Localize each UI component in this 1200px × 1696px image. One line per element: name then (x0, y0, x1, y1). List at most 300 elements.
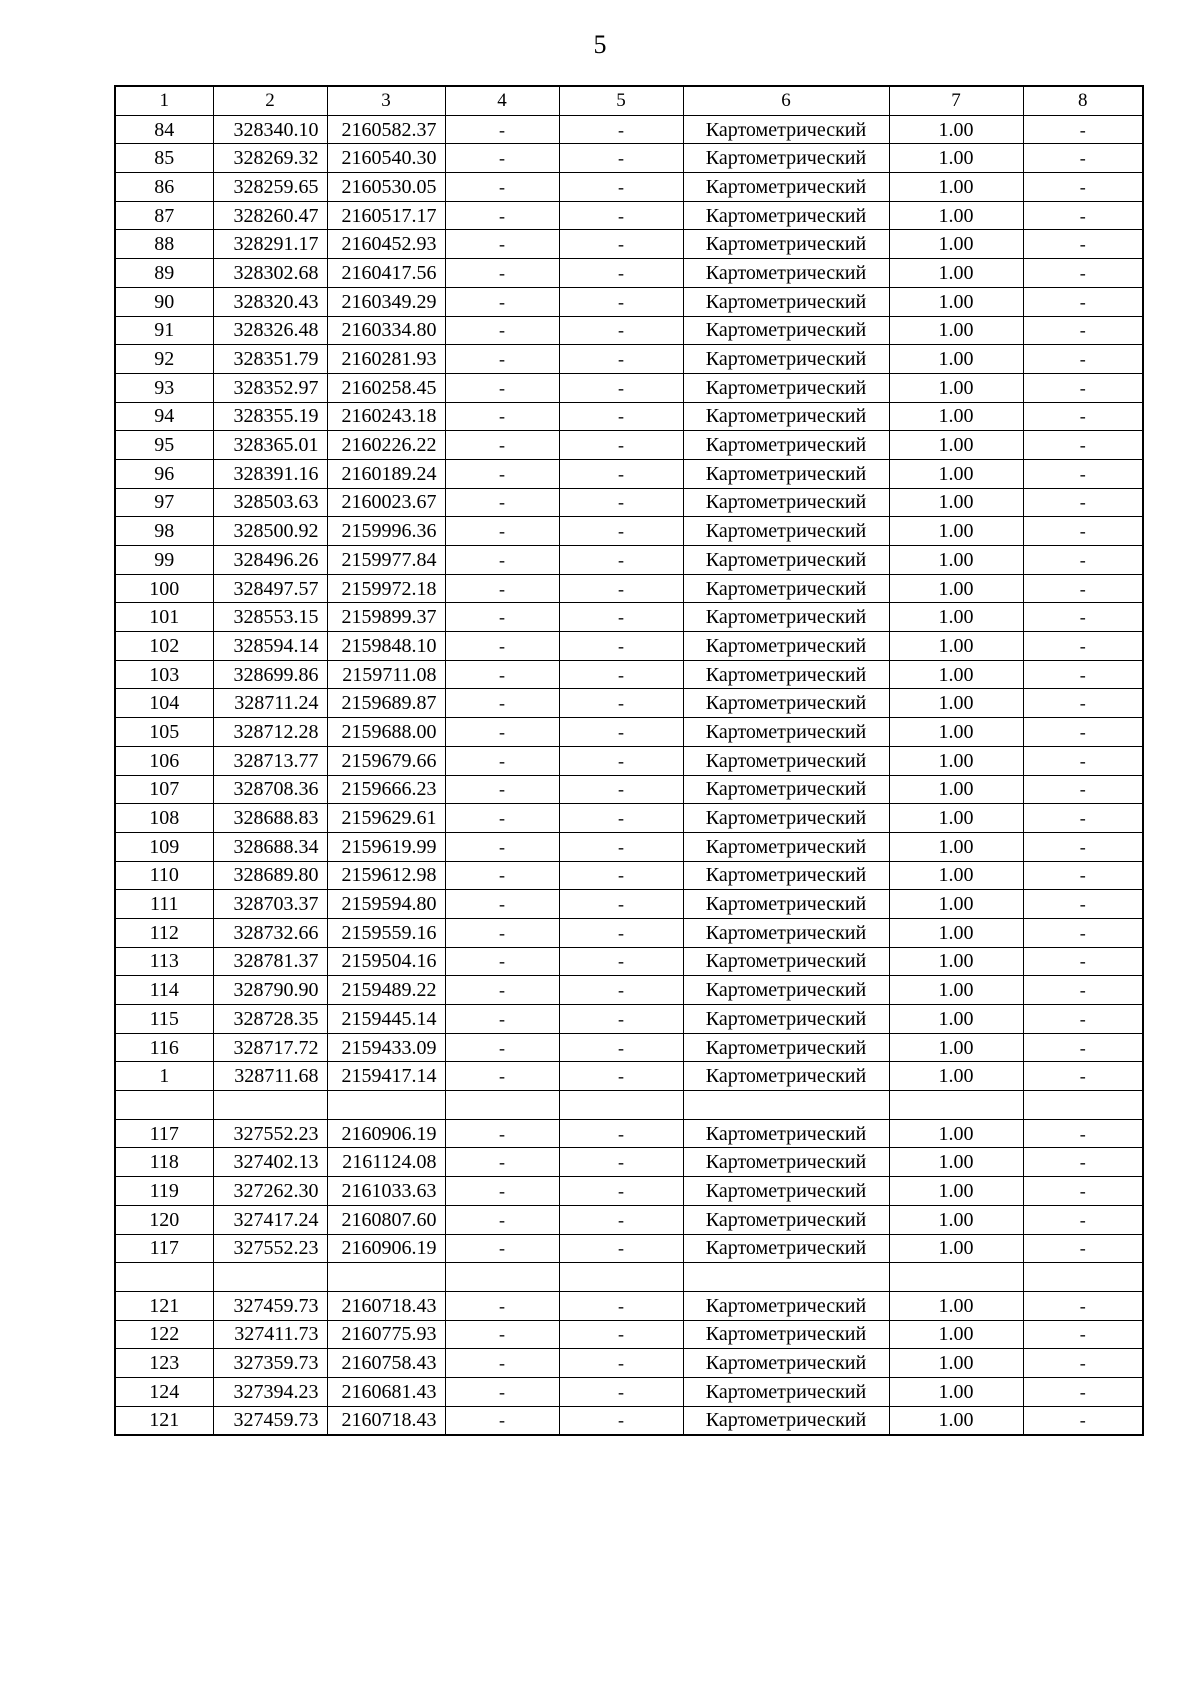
cell-col8: - (1023, 1205, 1143, 1234)
cell-col5: - (559, 632, 683, 661)
cell-x-coordinate: 327394.23 (213, 1377, 327, 1406)
cell-point-number: 104 (115, 689, 213, 718)
cell-point-number: 108 (115, 804, 213, 833)
cell-point-number: 89 (115, 259, 213, 288)
cell-col5: - (559, 1234, 683, 1263)
cell-col5: - (559, 1005, 683, 1034)
table-row (115, 1349, 1143, 1378)
cell-col8: - (1023, 603, 1143, 632)
cell-method: Картометрический (683, 1033, 889, 1062)
cell-accuracy: 1.00 (889, 832, 1023, 861)
cell-accuracy: 1.00 (889, 861, 1023, 890)
cell-accuracy: 1.00 (889, 660, 1023, 689)
cell-x-coordinate: 328496.26 (213, 546, 327, 575)
cell-col5: - (559, 459, 683, 488)
cell-method: Картометрический (683, 660, 889, 689)
cell-method: Картометрический (683, 1320, 889, 1349)
cell-col8: - (1023, 1291, 1143, 1320)
cell-method: Картометрический (683, 832, 889, 861)
cell-accuracy: 1.00 (889, 689, 1023, 718)
cell-y-coordinate: 2160758.43 (327, 1349, 445, 1378)
cell-col4: - (445, 1148, 559, 1177)
cell-col8: - (1023, 1320, 1143, 1349)
cell-accuracy: 1.00 (889, 1119, 1023, 1148)
cell-accuracy: 1.00 (889, 718, 1023, 747)
cell-method: Картометрический (683, 259, 889, 288)
cell-accuracy: 1.00 (889, 1033, 1023, 1062)
cell-method: Картометрический (683, 689, 889, 718)
cell-y-coordinate (327, 1263, 445, 1292)
cell-col8: - (1023, 1119, 1143, 1148)
cell-col4: - (445, 345, 559, 374)
cell-y-coordinate: 2159666.23 (327, 775, 445, 804)
table-row (115, 775, 1143, 804)
cell-x-coordinate: 328713.77 (213, 746, 327, 775)
cell-y-coordinate: 2159417.14 (327, 1062, 445, 1091)
cell-method: Картометрический (683, 976, 889, 1005)
cell-point-number: 124 (115, 1377, 213, 1406)
cell-col4: - (445, 1177, 559, 1206)
cell-col5: - (559, 287, 683, 316)
cell-col8: - (1023, 947, 1143, 976)
table-row (115, 259, 1143, 288)
cell-col5: - (559, 746, 683, 775)
cell-col4: - (445, 517, 559, 546)
cell-accuracy: 1.00 (889, 775, 1023, 804)
cell-accuracy: 1.00 (889, 1234, 1023, 1263)
cell-col5: - (559, 201, 683, 230)
cell-x-coordinate: 328497.57 (213, 574, 327, 603)
cell-accuracy: 1.00 (889, 947, 1023, 976)
cell-point-number: 102 (115, 632, 213, 661)
cell-point-number: 123 (115, 1349, 213, 1378)
cell-y-coordinate: 2159489.22 (327, 976, 445, 1005)
cell-y-coordinate: 2159619.99 (327, 832, 445, 861)
cell-accuracy: 1.00 (889, 603, 1023, 632)
cell-col8: - (1023, 230, 1143, 259)
table-row (115, 632, 1143, 661)
cell-col8: - (1023, 373, 1143, 402)
column-header-4: 4 (445, 86, 559, 115)
cell-accuracy: 1.00 (889, 632, 1023, 661)
cell-col5: - (559, 431, 683, 460)
cell-col4: - (445, 287, 559, 316)
cell-accuracy: 1.00 (889, 890, 1023, 919)
cell-col8 (1023, 1091, 1143, 1120)
cell-col5: - (559, 947, 683, 976)
cell-col8: - (1023, 976, 1143, 1005)
cell-col4: - (445, 173, 559, 202)
cell-method: Картометрический (683, 1005, 889, 1034)
cell-col5: - (559, 804, 683, 833)
cell-x-coordinate: 328781.37 (213, 947, 327, 976)
cell-point-number: 122 (115, 1320, 213, 1349)
cell-col4: - (445, 259, 559, 288)
cell-point-number: 97 (115, 488, 213, 517)
cell-col5: - (559, 1177, 683, 1206)
table-row (115, 1091, 1143, 1120)
cell-accuracy: 1.00 (889, 230, 1023, 259)
table-row (115, 431, 1143, 460)
cell-col4: - (445, 373, 559, 402)
cell-point-number: 110 (115, 861, 213, 890)
cell-method: Картометрический (683, 574, 889, 603)
cell-method: Картометрический (683, 918, 889, 947)
cell-col5: - (559, 402, 683, 431)
cell-col4: - (445, 890, 559, 919)
cell-point-number: 103 (115, 660, 213, 689)
cell-col8: - (1023, 746, 1143, 775)
cell-x-coordinate: 328320.43 (213, 287, 327, 316)
cell-col4: - (445, 1033, 559, 1062)
cell-y-coordinate: 2159977.84 (327, 546, 445, 575)
cell-col4: - (445, 1062, 559, 1091)
cell-col8: - (1023, 546, 1143, 575)
cell-method (683, 1091, 889, 1120)
cell-x-coordinate: 327552.23 (213, 1119, 327, 1148)
cell-x-coordinate: 328688.34 (213, 832, 327, 861)
cell-col4: - (445, 1349, 559, 1378)
cell-point-number: 96 (115, 459, 213, 488)
table-row (115, 718, 1143, 747)
cell-x-coordinate: 328553.15 (213, 603, 327, 632)
table-row (115, 1234, 1143, 1263)
cell-method: Картометрический (683, 316, 889, 345)
cell-col4: - (445, 1119, 559, 1148)
cell-accuracy: 1.00 (889, 1005, 1023, 1034)
cell-method: Картометрический (683, 1349, 889, 1378)
cell-point-number: 98 (115, 517, 213, 546)
cell-point-number: 85 (115, 144, 213, 173)
cell-col8 (1023, 1263, 1143, 1292)
table-row (115, 201, 1143, 230)
cell-accuracy: 1.00 (889, 402, 1023, 431)
cell-y-coordinate: 2159848.10 (327, 632, 445, 661)
cell-col8: - (1023, 287, 1143, 316)
cell-method: Картометрический (683, 230, 889, 259)
cell-accuracy: 1.00 (889, 1177, 1023, 1206)
cell-method: Картометрический (683, 144, 889, 173)
cell-y-coordinate: 2160189.24 (327, 459, 445, 488)
cell-method: Картометрический (683, 603, 889, 632)
cell-x-coordinate: 327411.73 (213, 1320, 327, 1349)
cell-accuracy: 1.00 (889, 144, 1023, 173)
table-row (115, 287, 1143, 316)
cell-x-coordinate: 328790.90 (213, 976, 327, 1005)
cell-col4: - (445, 832, 559, 861)
cell-y-coordinate: 2160530.05 (327, 173, 445, 202)
cell-col4: - (445, 144, 559, 173)
cell-y-coordinate: 2160540.30 (327, 144, 445, 173)
cell-accuracy: 1.00 (889, 488, 1023, 517)
cell-col8: - (1023, 1005, 1143, 1034)
cell-col4: - (445, 1377, 559, 1406)
cell-point-number: 111 (115, 890, 213, 919)
cell-accuracy: 1.00 (889, 459, 1023, 488)
cell-col4: - (445, 804, 559, 833)
table-row (115, 832, 1143, 861)
cell-x-coordinate: 327359.73 (213, 1349, 327, 1378)
cell-accuracy: 1.00 (889, 115, 1023, 144)
cell-col5: - (559, 775, 683, 804)
cell-col4: - (445, 1320, 559, 1349)
cell-x-coordinate: 327459.73 (213, 1406, 327, 1435)
cell-accuracy: 1.00 (889, 316, 1023, 345)
table-row (115, 603, 1143, 632)
cell-accuracy: 1.00 (889, 201, 1023, 230)
cell-method: Картометрический (683, 345, 889, 374)
cell-y-coordinate: 2161124.08 (327, 1148, 445, 1177)
cell-col5: - (559, 115, 683, 144)
cell-method: Картометрический (683, 718, 889, 747)
cell-col5: - (559, 1119, 683, 1148)
cell-x-coordinate: 328269.32 (213, 144, 327, 173)
cell-col5: - (559, 1205, 683, 1234)
cell-y-coordinate: 2160582.37 (327, 115, 445, 144)
table-row (115, 1119, 1143, 1148)
cell-method: Картометрический (683, 173, 889, 202)
cell-col8: - (1023, 918, 1143, 947)
cell-x-coordinate: 328708.36 (213, 775, 327, 804)
table-row (115, 918, 1143, 947)
cell-accuracy: 1.00 (889, 1320, 1023, 1349)
cell-x-coordinate: 328688.83 (213, 804, 327, 833)
table-row (115, 804, 1143, 833)
cell-col8: - (1023, 689, 1143, 718)
cell-col8: - (1023, 890, 1143, 919)
cell-col4: - (445, 230, 559, 259)
cell-col5: - (559, 1320, 683, 1349)
cell-col4: - (445, 746, 559, 775)
table-row (115, 1005, 1143, 1034)
cell-y-coordinate (327, 1091, 445, 1120)
cell-col8: - (1023, 804, 1143, 833)
table-row (115, 890, 1143, 919)
cell-x-coordinate: 328291.17 (213, 230, 327, 259)
cell-point-number: 115 (115, 1005, 213, 1034)
cell-x-coordinate: 328711.24 (213, 689, 327, 718)
cell-y-coordinate: 2159433.09 (327, 1033, 445, 1062)
cell-point-number (115, 1091, 213, 1120)
cell-col8: - (1023, 345, 1143, 374)
cell-y-coordinate: 2159445.14 (327, 1005, 445, 1034)
cell-accuracy: 1.00 (889, 976, 1023, 1005)
cell-col8: - (1023, 574, 1143, 603)
cell-method: Картометрический (683, 287, 889, 316)
cell-point-number: 1 (115, 1062, 213, 1091)
cell-accuracy: 1.00 (889, 287, 1023, 316)
table-row (115, 1291, 1143, 1320)
cell-y-coordinate: 2160775.93 (327, 1320, 445, 1349)
cell-col4: - (445, 947, 559, 976)
cell-col8: - (1023, 201, 1143, 230)
cell-point-number: 117 (115, 1119, 213, 1148)
cell-method: Картометрический (683, 402, 889, 431)
column-header-3: 3 (327, 86, 445, 115)
cell-point-number: 112 (115, 918, 213, 947)
cell-method: Картометрический (683, 861, 889, 890)
cell-point-number: 109 (115, 832, 213, 861)
cell-y-coordinate: 2160718.43 (327, 1291, 445, 1320)
cell-x-coordinate (213, 1263, 327, 1292)
cell-x-coordinate: 328728.35 (213, 1005, 327, 1034)
cell-y-coordinate: 2160334.80 (327, 316, 445, 345)
cell-y-coordinate: 2160906.19 (327, 1234, 445, 1263)
cell-point-number: 116 (115, 1033, 213, 1062)
cell-y-coordinate: 2159679.66 (327, 746, 445, 775)
cell-y-coordinate: 2160681.43 (327, 1377, 445, 1406)
cell-x-coordinate: 328712.28 (213, 718, 327, 747)
cell-point-number: 94 (115, 402, 213, 431)
cell-point-number: 87 (115, 201, 213, 230)
cell-col5 (559, 1091, 683, 1120)
cell-point-number: 113 (115, 947, 213, 976)
cell-col4: - (445, 632, 559, 661)
cell-y-coordinate: 2160906.19 (327, 1119, 445, 1148)
table-row (115, 144, 1143, 173)
cell-method: Картометрический (683, 1062, 889, 1091)
table-row (115, 173, 1143, 202)
cell-x-coordinate: 327262.30 (213, 1177, 327, 1206)
cell-accuracy: 1.00 (889, 173, 1023, 202)
cell-col8: - (1023, 1234, 1143, 1263)
table-row (115, 746, 1143, 775)
cell-point-number: 95 (115, 431, 213, 460)
cell-y-coordinate: 2160718.43 (327, 1406, 445, 1435)
cell-method: Картометрический (683, 1119, 889, 1148)
cell-method: Картометрический (683, 1148, 889, 1177)
cell-y-coordinate: 2159559.16 (327, 918, 445, 947)
cell-point-number: 100 (115, 574, 213, 603)
cell-col8: - (1023, 144, 1143, 173)
cell-col4: - (445, 861, 559, 890)
cell-method: Картометрический (683, 517, 889, 546)
cell-col5: - (559, 976, 683, 1005)
table-row (115, 1205, 1143, 1234)
cell-accuracy: 1.00 (889, 746, 1023, 775)
cell-accuracy: 1.00 (889, 1148, 1023, 1177)
cell-accuracy: 1.00 (889, 1205, 1023, 1234)
cell-x-coordinate: 328326.48 (213, 316, 327, 345)
column-header-1: 1 (115, 86, 213, 115)
cell-accuracy: 1.00 (889, 345, 1023, 374)
cell-col5: - (559, 1148, 683, 1177)
cell-point-number: 121 (115, 1291, 213, 1320)
table-row (115, 345, 1143, 374)
cell-x-coordinate: 327552.23 (213, 1234, 327, 1263)
cell-accuracy: 1.00 (889, 1349, 1023, 1378)
cell-point-number: 120 (115, 1205, 213, 1234)
cell-col4: - (445, 1291, 559, 1320)
column-header-7: 7 (889, 86, 1023, 115)
cell-col8: - (1023, 173, 1143, 202)
cell-col4: - (445, 689, 559, 718)
cell-col5: - (559, 345, 683, 374)
cell-col8: - (1023, 517, 1143, 546)
cell-point-number: 84 (115, 115, 213, 144)
cell-col8: - (1023, 832, 1143, 861)
cell-col4 (445, 1091, 559, 1120)
cell-col5: - (559, 718, 683, 747)
cell-col8: - (1023, 1148, 1143, 1177)
cell-col4: - (445, 1005, 559, 1034)
cell-method: Картометрический (683, 947, 889, 976)
cell-method: Картометрический (683, 1406, 889, 1435)
cell-col8: - (1023, 431, 1143, 460)
cell-point-number: 107 (115, 775, 213, 804)
cell-y-coordinate: 2160417.56 (327, 259, 445, 288)
cell-x-coordinate: 328703.37 (213, 890, 327, 919)
cell-x-coordinate: 328365.01 (213, 431, 327, 460)
cell-x-coordinate: 328594.14 (213, 632, 327, 661)
cell-y-coordinate: 2160517.17 (327, 201, 445, 230)
table-row (115, 574, 1143, 603)
cell-method: Картометрический (683, 459, 889, 488)
cell-col4: - (445, 1205, 559, 1234)
cell-accuracy: 1.00 (889, 804, 1023, 833)
cell-col8: - (1023, 1062, 1143, 1091)
cell-x-coordinate: 328302.68 (213, 259, 327, 288)
cell-point-number: 90 (115, 287, 213, 316)
cell-y-coordinate: 2159594.80 (327, 890, 445, 919)
cell-point-number: 101 (115, 603, 213, 632)
column-header-8: 8 (1023, 86, 1143, 115)
cell-col4: - (445, 201, 559, 230)
cell-x-coordinate: 328260.47 (213, 201, 327, 230)
cell-method: Картометрический (683, 1291, 889, 1320)
cell-method: Картометрический (683, 804, 889, 833)
cell-col4: - (445, 115, 559, 144)
table-row (115, 861, 1143, 890)
cell-col4: - (445, 488, 559, 517)
cell-col8: - (1023, 718, 1143, 747)
cell-col4: - (445, 459, 559, 488)
cell-y-coordinate: 2159996.36 (327, 517, 445, 546)
cell-col5: - (559, 316, 683, 345)
cell-accuracy: 1.00 (889, 517, 1023, 546)
cell-col5: - (559, 689, 683, 718)
cell-col5: - (559, 861, 683, 890)
cell-col5: - (559, 173, 683, 202)
cell-col8: - (1023, 632, 1143, 661)
cell-method: Картометрический (683, 1205, 889, 1234)
cell-x-coordinate: 328503.63 (213, 488, 327, 517)
cell-col8: - (1023, 259, 1143, 288)
table-row (115, 1062, 1143, 1091)
cell-x-coordinate: 328351.79 (213, 345, 327, 374)
cell-method: Картометрический (683, 488, 889, 517)
cell-y-coordinate: 2159629.61 (327, 804, 445, 833)
cell-col5: - (559, 373, 683, 402)
cell-col5: - (559, 603, 683, 632)
cell-col4: - (445, 574, 559, 603)
cell-col4: - (445, 1406, 559, 1435)
table-row (115, 316, 1143, 345)
cell-x-coordinate: 328717.72 (213, 1033, 327, 1062)
cell-point-number: 118 (115, 1148, 213, 1177)
cell-point-number: 99 (115, 546, 213, 575)
cell-col4: - (445, 660, 559, 689)
cell-col5 (559, 1263, 683, 1292)
cell-col5: - (559, 1291, 683, 1320)
cell-col8: - (1023, 316, 1143, 345)
cell-col8: - (1023, 488, 1143, 517)
cell-point-number: 106 (115, 746, 213, 775)
cell-col5: - (559, 918, 683, 947)
column-header-6: 6 (683, 86, 889, 115)
cell-y-coordinate: 2160807.60 (327, 1205, 445, 1234)
table-row (115, 1377, 1143, 1406)
